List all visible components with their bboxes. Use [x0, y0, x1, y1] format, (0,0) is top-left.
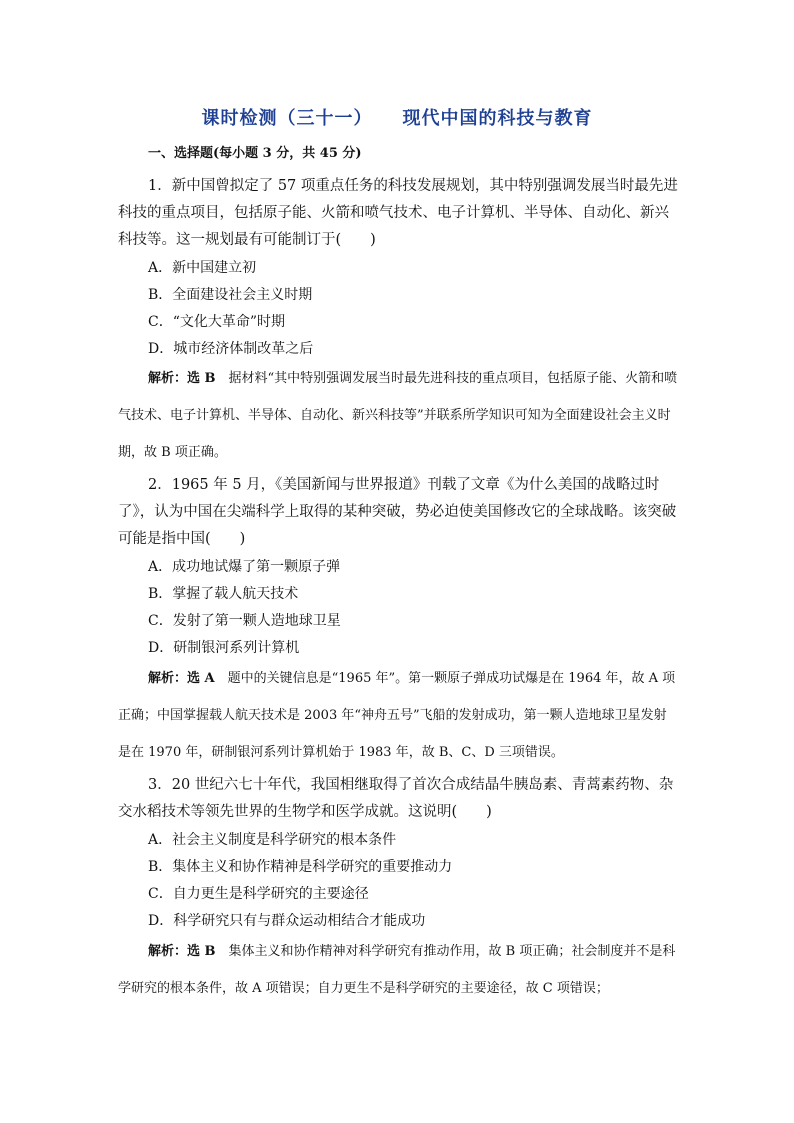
q3-option-a: A．社会主义制度是科学研究的根本条件 — [148, 832, 397, 848]
q2-option-b: B．掌握了载人航天技术 — [148, 586, 299, 602]
q3-option-d: D．科学研究只有与群众运动相结合才能成功 — [148, 913, 426, 929]
q1-option-c: C．“文化大革命”时期 — [148, 314, 286, 330]
q1-option-d: D．城市经济体制改革之后 — [148, 341, 314, 357]
question-2-stem: 2．1965 年 5 月，《美国新闻与世界报道》刊载了文章《为什么美国的战略过时了》，认为中国在尖端科学上取得的某种突破，势必迫使美国修改它的全球战略。该突破可能是指中国( ) — [118, 477, 677, 547]
q2-option-a: A．成功地试爆了第一颗原子弹 — [148, 559, 341, 575]
q3-option-b: B．集体主义和协作精神是科学研究的重要推动力 — [148, 859, 453, 875]
q1-option-b: B．全面建设社会主义时期 — [148, 287, 313, 303]
q3-answer: 解析：选 B 集体主义和协作精神对科学研究有推动作用，故 B 项正确；社会制度并不是科学研究的根本条件，故 A 项错误；自力更生不是科学研究的主要途径，故 C 项错误； — [118, 944, 676, 996]
q1-option-a: A．新中国建立初 — [148, 260, 257, 276]
q2-option-d: D．研制银河系列计算机 — [148, 640, 300, 656]
q2-option-c: C．发射了第一颗人造地球卫星 — [148, 613, 341, 629]
title-part2: 现代中国的科技与教育 — [402, 108, 593, 129]
q3-option-c: C．自力更生是科学研究的主要途径 — [148, 886, 369, 902]
q2-answer: 解析：选 A 题中的关键信息是“1965 年”。第一颗原子弹成功试爆是在 1964 年，故 A 项正确；中国掌握载人航天技术是 2003 年“神舟五号”飞船的发射成功，第一颗人造地球卫星发射是在 1970 年，研制银河系列计算机始于 1983 年，故 B、C、D 三项错误。 — [118, 671, 676, 760]
q1-answer: 解析：选 B 据材料“其中特别强调发展当时最先进科技的重点项目，包括原子能、火箭和喷气技术、电子计算机、半导体、自动化、新兴科技等”并联系所学知识可知为全面建设社会主义时期，故 B 项正确。 — [118, 371, 678, 460]
question-1-stem: 1．新中国曾拟定了 57 项重点任务的科技发展规划，其中特别强调发展当时最先进科技的重点项目，包括原子能、火箭和喷气技术、电子计算机、半导体、自动化、新兴科技等。这一规划最有可能制订于( ) — [118, 178, 678, 248]
section-heading: 一、选择题(每小题 3 分，共 45 分) — [148, 146, 362, 161]
page-title — [0, 104, 794, 130]
title-part1: 课时检测（三十一） — [201, 108, 373, 129]
question-3-stem: 3．20 世纪六七十年代，我国相继取得了首次合成结晶牛胰岛素、青蒿素药物、杂交水稻技术等领先世界的生物学和医学成就。这说明( ) — [118, 777, 674, 820]
